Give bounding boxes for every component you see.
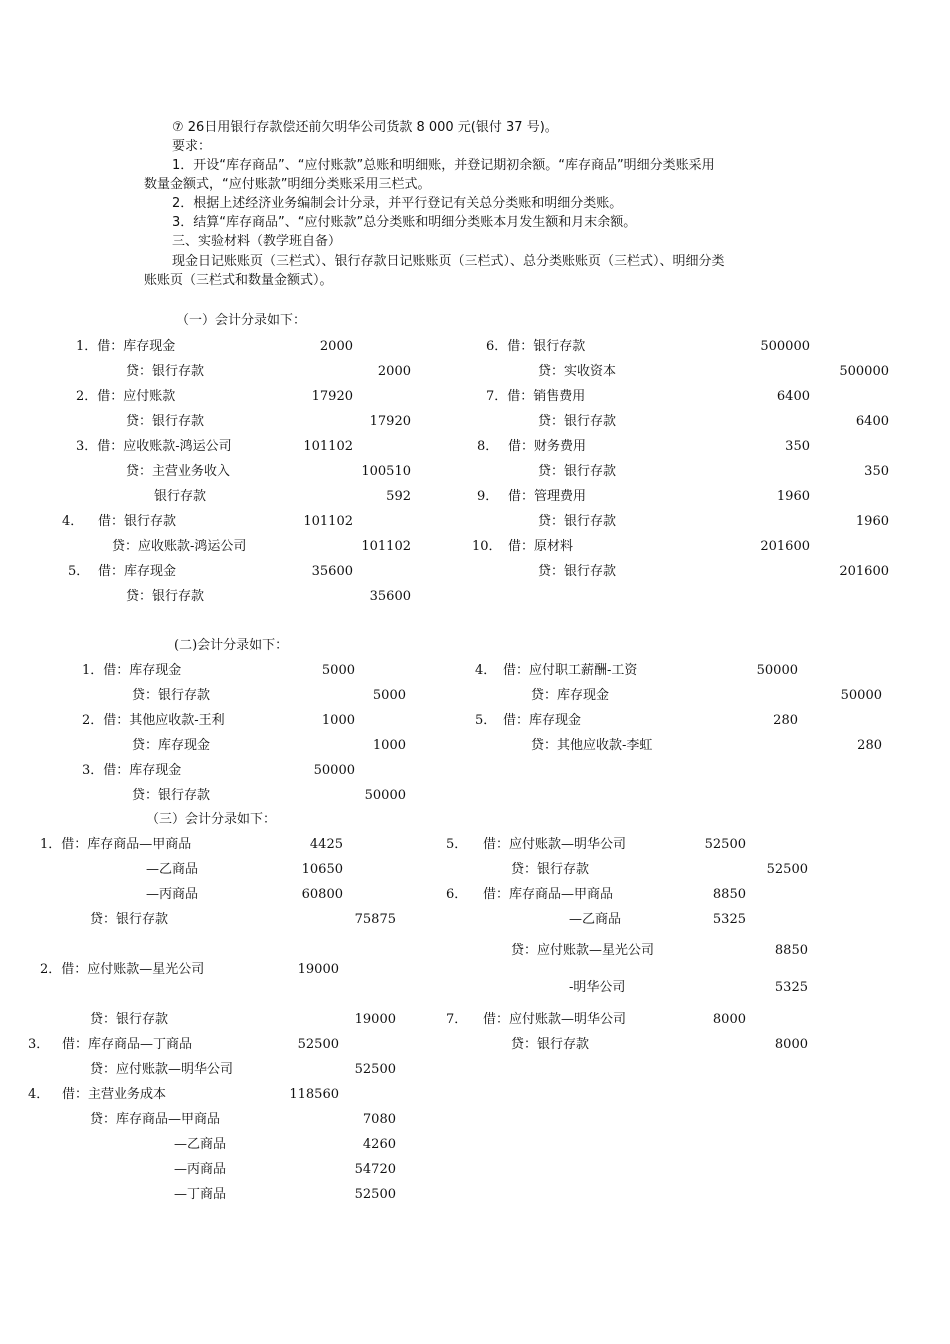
entry-number: 4． bbox=[475, 663, 497, 678]
credit-amount: 592 bbox=[386, 489, 411, 504]
entry-label: 借：应付职工薪酬-工资 bbox=[503, 663, 638, 678]
item-7-text: ⑦ 26日用银行存款偿还前欠明华公司货款 8 000 元(银付 37 号)。 bbox=[172, 120, 558, 135]
entry-label: 借：应付账款—明华公司 bbox=[483, 1012, 627, 1027]
entry-label: 贷：银行存款 bbox=[126, 589, 205, 604]
entry-number: 3． bbox=[28, 1037, 50, 1052]
entry-label: 3．借：库存现金 bbox=[82, 763, 182, 778]
credit-amount: 19000 bbox=[354, 1012, 396, 1027]
credit-amount: 1000 bbox=[372, 738, 406, 753]
debit-amount: 35600 bbox=[311, 564, 353, 579]
credit-amount: 6400 bbox=[855, 414, 889, 429]
entry-label: 贷：银行存款 bbox=[511, 1037, 590, 1052]
entry-label: 贷：其他应收款-李虹 bbox=[531, 738, 653, 753]
entry-label: -明华公司 bbox=[569, 980, 626, 995]
entry-label: 借：管理费用 bbox=[508, 489, 587, 504]
entry-label: 贷：主营业务收入 bbox=[126, 464, 231, 479]
credit-amount: 101102 bbox=[361, 539, 411, 554]
requirements-title: 要求： bbox=[172, 139, 212, 154]
entry-number: 9． bbox=[477, 489, 499, 504]
entry-label: 3．借：应收账款-鸿运公司 bbox=[76, 439, 232, 454]
credit-amount: 350 bbox=[864, 464, 889, 479]
section-1-title: （一）会计分录如下： bbox=[176, 313, 307, 328]
credit-amount: 201600 bbox=[839, 564, 889, 579]
entry-number: 5． bbox=[446, 837, 468, 852]
debit-amount: 10650 bbox=[301, 862, 343, 877]
entry-label: 贷：库存商品—甲商品 bbox=[90, 1112, 221, 1127]
entry-label: 贷：银行存款 bbox=[132, 688, 211, 703]
credit-amount: 50000 bbox=[364, 788, 406, 803]
debit-amount: 19000 bbox=[297, 962, 339, 977]
credit-amount: 54720 bbox=[354, 1162, 396, 1177]
requirement-2: 2．根据上述经济业务编制会计分录，并平行登记有关总分类账和明细分类账。 bbox=[172, 196, 623, 211]
debit-amount: 4425 bbox=[309, 837, 343, 852]
entry-label: —乙商品 bbox=[569, 912, 622, 927]
credit-amount: 52500 bbox=[766, 862, 808, 877]
requirement-3: 3．结算“库存商品”、“应付账款”总分类账和明细分类账本月发生额和月末余额。 bbox=[172, 215, 637, 230]
debit-amount: 101102 bbox=[303, 439, 353, 454]
section-3-title: （三）会计分录如下： bbox=[146, 812, 277, 827]
entry-label: 贷：银行存款 bbox=[132, 788, 211, 803]
credit-amount: 1960 bbox=[855, 514, 889, 529]
entry-label: 借：库存商品—丁商品 bbox=[62, 1037, 193, 1052]
entry-number: 5． bbox=[68, 564, 90, 579]
credit-amount: 75875 bbox=[354, 912, 396, 927]
debit-amount: 17920 bbox=[311, 389, 353, 404]
entry-label: 贷：银行存款 bbox=[538, 514, 617, 529]
debit-amount: 8850 bbox=[712, 887, 746, 902]
entry-number: 4． bbox=[62, 514, 84, 529]
credit-amount: 35600 bbox=[369, 589, 411, 604]
entry-label: 贷：库存现金 bbox=[132, 738, 211, 753]
entry-label: 2．借：应付账款—星光公司 bbox=[40, 962, 205, 977]
entry-label: 借：原材料 bbox=[508, 539, 574, 554]
credit-amount: 7080 bbox=[362, 1112, 396, 1127]
requirement-1-cont: 数量金额式，“应付账款”明细分类账采用三栏式。 bbox=[144, 177, 431, 192]
debit-amount: 8000 bbox=[712, 1012, 746, 1027]
entry-label: 银行存款 bbox=[154, 489, 207, 504]
entry-label: 7．借：销售费用 bbox=[486, 389, 586, 404]
debit-amount: 60800 bbox=[301, 887, 343, 902]
debit-amount: 5325 bbox=[712, 912, 746, 927]
materials-text-cont: 账账页（三栏式和数量金额式）。 bbox=[144, 273, 333, 288]
entry-label: —乙商品 bbox=[174, 1137, 227, 1152]
entry-label: 借：库存现金 bbox=[503, 713, 582, 728]
credit-amount: 2000 bbox=[377, 364, 411, 379]
entry-label: 2．借：应付账款 bbox=[76, 389, 176, 404]
entry-label: 2．借：其他应收款-王利 bbox=[82, 713, 225, 728]
debit-amount: 1960 bbox=[776, 489, 810, 504]
debit-amount: 350 bbox=[785, 439, 810, 454]
entry-label: —丙商品 bbox=[146, 887, 199, 902]
entry-label: 贷：银行存款 bbox=[538, 464, 617, 479]
entry-label: 1．借：库存商品—甲商品 bbox=[40, 837, 192, 852]
credit-amount: 4260 bbox=[362, 1137, 396, 1152]
entry-number: 10． bbox=[472, 539, 502, 554]
entry-label: —丁商品 bbox=[174, 1187, 227, 1202]
entry-label: 借：应付账款—明华公司 bbox=[483, 837, 627, 852]
entry-label: 贷：应收账款-鸿运公司 bbox=[112, 539, 247, 554]
credit-amount: 8850 bbox=[774, 943, 808, 958]
credit-amount: 5000 bbox=[372, 688, 406, 703]
debit-amount: 118560 bbox=[289, 1087, 339, 1102]
credit-amount: 50000 bbox=[840, 688, 882, 703]
entry-label: 6．借：银行存款 bbox=[486, 339, 586, 354]
entry-label: 借：银行存款 bbox=[98, 514, 177, 529]
entry-label: 贷：实收资本 bbox=[538, 364, 617, 379]
entry-label: 1．借：库存现金 bbox=[82, 663, 182, 678]
entry-number: 8． bbox=[477, 439, 499, 454]
entry-label: 借：财务费用 bbox=[508, 439, 587, 454]
entry-number: 4． bbox=[28, 1087, 50, 1102]
entry-label: 贷：银行存款 bbox=[538, 564, 617, 579]
entry-label: 贷：银行存款 bbox=[511, 862, 590, 877]
debit-amount: 1000 bbox=[321, 713, 355, 728]
requirement-1: 1．开设“库存商品”、“应付账款”总账和明细账，并登记期初余额。“库存商品”明细分类账采用 bbox=[172, 158, 715, 173]
entry-label: 贷：银行存款 bbox=[538, 414, 617, 429]
entry-label: 借：主营业务成本 bbox=[62, 1087, 167, 1102]
entry-label: —丙商品 bbox=[174, 1162, 227, 1177]
entry-label: 借：库存商品—甲商品 bbox=[483, 887, 614, 902]
entry-label: 贷：应付账款—明华公司 bbox=[90, 1062, 234, 1077]
entry-label: 贷：银行存款 bbox=[90, 912, 169, 927]
debit-amount: 52500 bbox=[704, 837, 746, 852]
debit-amount: 6400 bbox=[776, 389, 810, 404]
entry-label: 1．借：库存现金 bbox=[76, 339, 176, 354]
credit-amount: 5325 bbox=[774, 980, 808, 995]
debit-amount: 52500 bbox=[297, 1037, 339, 1052]
credit-amount: 500000 bbox=[839, 364, 889, 379]
entry-label: 贷：应付账款—星光公司 bbox=[511, 943, 655, 958]
debit-amount: 500000 bbox=[760, 339, 810, 354]
debit-amount: 101102 bbox=[303, 514, 353, 529]
debit-amount: 50000 bbox=[756, 663, 798, 678]
entry-label: —乙商品 bbox=[146, 862, 199, 877]
debit-amount: 201600 bbox=[760, 539, 810, 554]
entry-number: 7． bbox=[446, 1012, 468, 1027]
debit-amount: 50000 bbox=[313, 763, 355, 778]
entry-label: 贷：银行存款 bbox=[126, 414, 205, 429]
entry-label: 借：库存现金 bbox=[98, 564, 177, 579]
entry-label: 贷：银行存款 bbox=[90, 1012, 169, 1027]
materials-text: 现金日记账账页（三栏式）、银行存款日记账账页（三栏式）、总分类账账页（三栏式）、明细分类 bbox=[172, 254, 725, 269]
credit-amount: 100510 bbox=[361, 464, 411, 479]
entry-label: 贷：银行存款 bbox=[126, 364, 205, 379]
debit-amount: 2000 bbox=[319, 339, 353, 354]
entry-number: 5． bbox=[475, 713, 497, 728]
section-2-title: (二)会计分录如下： bbox=[174, 638, 289, 653]
materials-title: 三、实验材料（教学班自备） bbox=[172, 234, 342, 249]
credit-amount: 280 bbox=[857, 738, 882, 753]
entry-label: 贷：库存现金 bbox=[531, 688, 610, 703]
entry-number: 6． bbox=[446, 887, 468, 902]
credit-amount: 52500 bbox=[354, 1187, 396, 1202]
credit-amount: 17920 bbox=[369, 414, 411, 429]
debit-amount: 280 bbox=[773, 713, 798, 728]
credit-amount: 8000 bbox=[774, 1037, 808, 1052]
credit-amount: 52500 bbox=[354, 1062, 396, 1077]
debit-amount: 5000 bbox=[321, 663, 355, 678]
